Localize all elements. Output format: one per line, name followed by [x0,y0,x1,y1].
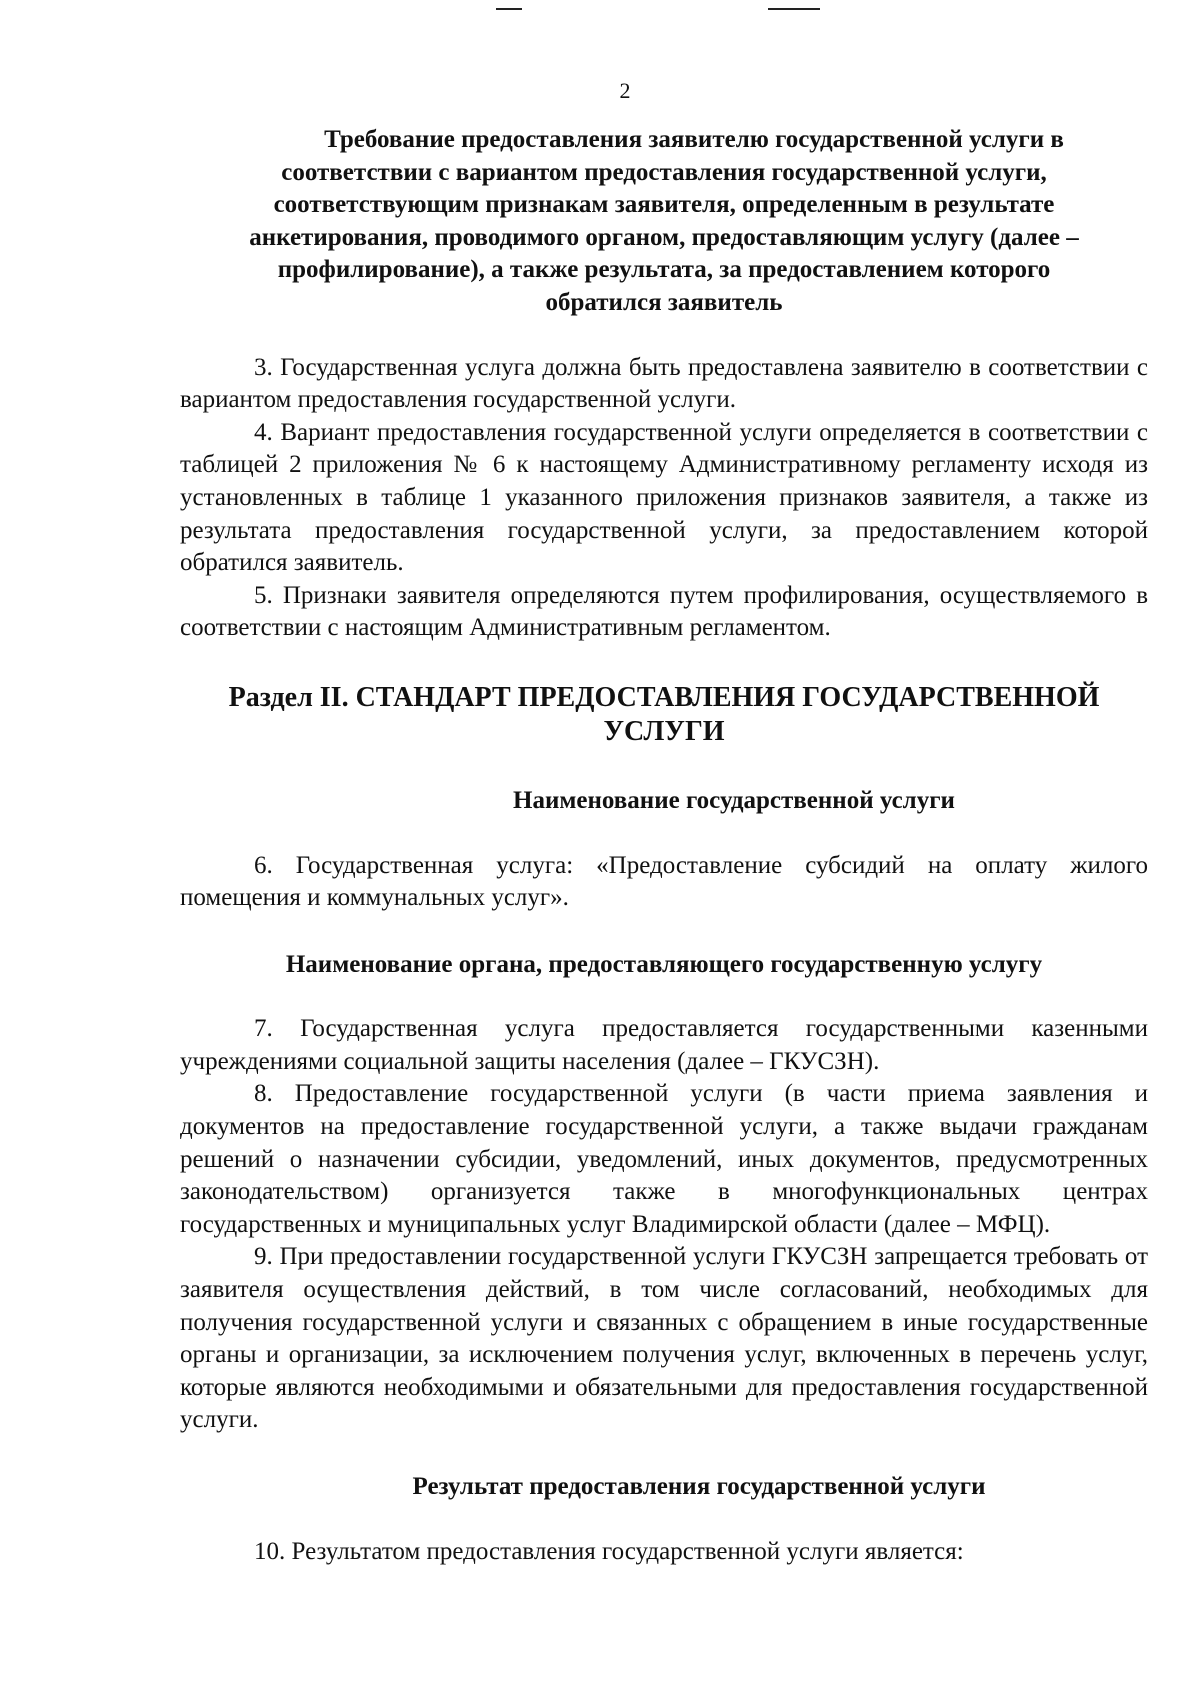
section-title: Раздел II. СТАНДАРТ ПРЕДОСТАВЛЕНИЯ ГОСУДАРСТВЕННОЙ УСЛУГИ [228,681,1100,747]
scan-artifact-left [496,8,522,10]
subhead-result: Результат предоставления государственной услуги [412,1473,986,1500]
intro-heading-line: профилирование), а также результата, за предоставлением которого [277,256,1051,284]
intro-heading-line: соответствии с вариантом предоставления государственной услуги, [281,158,1047,186]
paragraph-7: 7. Государственная услуга предоставляется государственными казенными учреждениями социальной защиты населения (далее – ГКУСЗН). [180,1015,1148,1075]
paragraph-9: 9. При предоставлении государственной услуги ГКУСЗН запрещается требовать от заявителя осуществления действий, в том числе согласований, необходимых для получения государственной услуги и связанных с обращением в иные государственные органы и организации, за исключением получения услуг, включенных в перечень услуг, которые являются необходимыми и обязательными для предоставления государственной услуги. [180,1243,1148,1434]
intro-heading [180,124,1148,320]
subhead-service-name: Наименование государственной услуги [513,786,955,814]
paragraph-10: 10. Результатом предоставления государственной услуги является: [254,1537,964,1565]
paragraph-3: 3. Государственная услуга должна быть предоставлена заявителю в соответствии с вариантом предоставления государственной услуги. [180,353,1148,414]
intro-heading-line: Требование предоставления заявителю государственной услуги в [324,126,1064,153]
paragraph-8: 8. Предоставление государственной услуги (в части приема заявления и документов на предоставление государственной услуги, а также выдачи гражданам решений о назначении субсидии, уведомлений, иных документов, предусмотренных законодательством) организуется также в многофункциональных центрах государственных и муниципальных услуг Владимирской области (далее – МФЦ). [180,1080,1148,1238]
intro-heading-line: анкетирования, проводимого органом, предоставляющим услугу (далее – [249,223,1079,251]
intro-heading-line: обратился заявитель [545,288,783,316]
scan-artifact-right [768,8,820,10]
page-number: 2 [619,78,631,103]
paragraph-6: 6. Государственная услуга: «Предоставление субсидий на оплату жилого помещения и коммунальных услуг». [180,851,1148,912]
document-body [180,124,1148,1568]
paragraph-5: 5. Признаки заявителя определяются путем профилирования, осуществляемого в соответствии с настоящим Административным регламентом. [180,581,1148,642]
intro-heading-line: соответствующим признакам заявителя, определенным в результате [273,191,1055,219]
paragraph-4: 4. Вариант предоставления государственной услуги определяется в соответствии с таблицей 2 приложения № 6 к настоящему Административному регламенту исходя из установленных в таблице 1 указанного приложения признаков заявителя, а также из результата предоставления государственной услуги, за предоставлением которой обратился заявитель. [180,418,1148,577]
subhead-authority: Наименование органа, предоставляющего государственную услугу [285,950,1043,978]
